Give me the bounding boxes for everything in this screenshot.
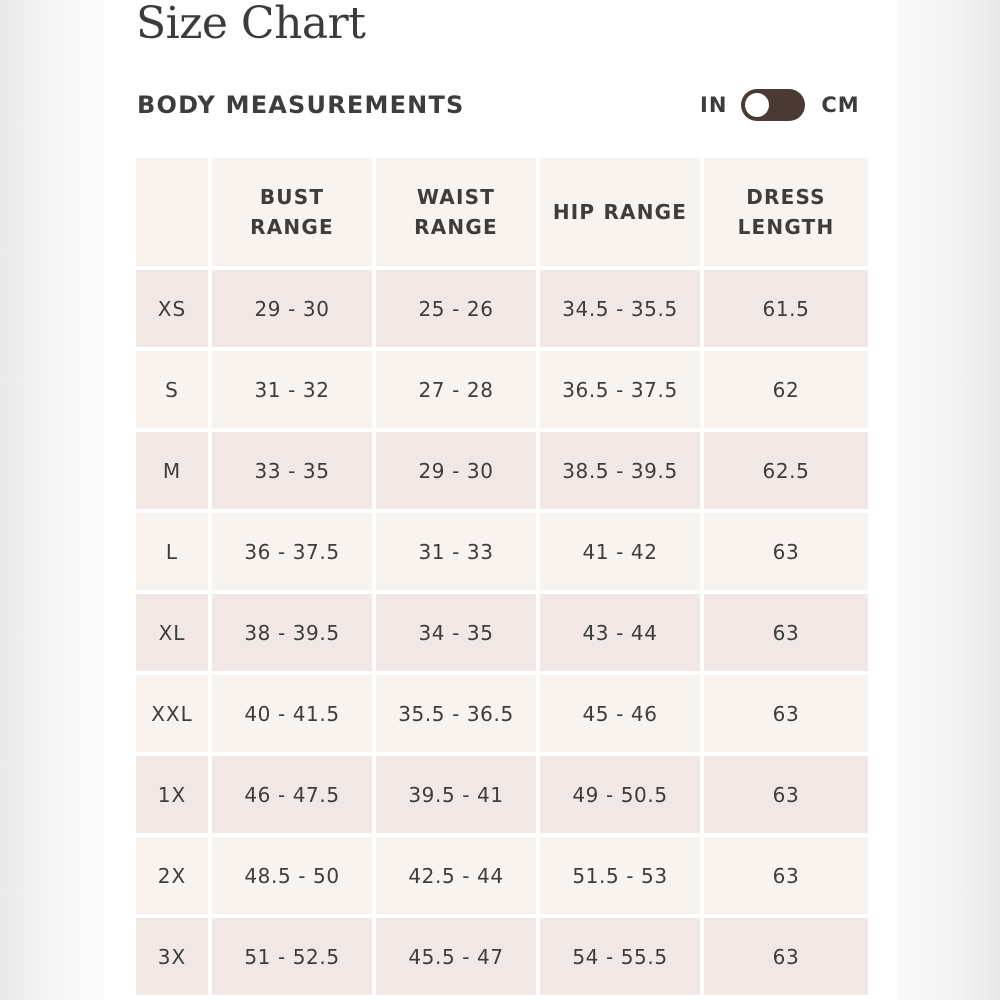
table-row — [136, 351, 868, 432]
waist-cell: 29 - 30 — [376, 432, 540, 513]
unit-label-in[interactable]: IN — [700, 93, 728, 117]
bust-cell: 38 - 39.5 — [212, 594, 376, 675]
size-cell: M — [136, 432, 212, 513]
waist-cell: 35.5 - 36.5 — [376, 675, 540, 756]
bust-cell: 46 - 47.5 — [212, 756, 376, 837]
size-cell: XXL — [136, 675, 212, 756]
size-cell: L — [136, 513, 212, 594]
header-hip-range: HIP RANGE — [540, 158, 704, 270]
size-cell: 2X — [136, 837, 212, 918]
bust-cell: 31 - 32 — [212, 351, 376, 432]
hip-cell: 49 - 50.5 — [540, 756, 704, 837]
header-waist-range: WAIST RANGE — [376, 158, 540, 270]
hip-cell: 38.5 - 39.5 — [540, 432, 704, 513]
bust-cell: 36 - 37.5 — [212, 513, 376, 594]
table-row — [136, 432, 868, 513]
table-row — [136, 675, 868, 756]
hip-cell: 45 - 46 — [540, 675, 704, 756]
table-row — [136, 270, 868, 351]
waist-cell: 34 - 35 — [376, 594, 540, 675]
dress-length-cell: 63 — [704, 513, 868, 594]
bust-cell: 29 - 30 — [212, 270, 376, 351]
hip-cell: 54 - 55.5 — [540, 918, 704, 999]
unit-switch[interactable] — [741, 89, 805, 121]
bust-cell: 51 - 52.5 — [212, 918, 376, 999]
dress-length-cell: 63 — [704, 675, 868, 756]
dress-length-cell: 61.5 — [704, 270, 868, 351]
unit-toggle — [700, 88, 860, 122]
waist-cell: 31 - 33 — [376, 513, 540, 594]
dress-length-cell: 62.5 — [704, 432, 868, 513]
dress-length-cell: 63 — [704, 756, 868, 837]
switch-knob — [745, 93, 769, 117]
size-cell: 1X — [136, 756, 212, 837]
bust-cell: 33 - 35 — [212, 432, 376, 513]
bust-cell: 40 - 41.5 — [212, 675, 376, 756]
waist-cell: 39.5 - 41 — [376, 756, 540, 837]
table-row — [136, 756, 868, 837]
dress-length-cell: 63 — [704, 918, 868, 999]
waist-cell: 27 - 28 — [376, 351, 540, 432]
page-title: Size Chart — [136, 0, 366, 49]
size-cell: XS — [136, 270, 212, 351]
hip-cell: 36.5 - 37.5 — [540, 351, 704, 432]
hip-cell: 51.5 - 53 — [540, 837, 704, 918]
dress-length-cell: 63 — [704, 837, 868, 918]
table-row — [136, 594, 868, 675]
size-cell: XL — [136, 594, 212, 675]
size-cell: S — [136, 351, 212, 432]
hip-cell: 43 - 44 — [540, 594, 704, 675]
table-row — [136, 513, 868, 594]
section-heading: BODY MEASUREMENTS — [137, 91, 465, 119]
waist-cell: 42.5 - 44 — [376, 837, 540, 918]
size-table — [136, 158, 868, 999]
header-size — [136, 158, 212, 270]
table-row — [136, 837, 868, 918]
table-row — [136, 918, 868, 999]
bust-cell: 48.5 - 50 — [212, 837, 376, 918]
hip-cell: 34.5 - 35.5 — [540, 270, 704, 351]
unit-label-cm[interactable]: CM — [821, 93, 860, 117]
table-header-row — [136, 158, 868, 270]
header-dress-length: DRESS LENGTH — [704, 158, 868, 270]
dress-length-cell: 63 — [704, 594, 868, 675]
dress-length-cell: 62 — [704, 351, 868, 432]
size-cell: 3X — [136, 918, 212, 999]
waist-cell: 25 - 26 — [376, 270, 540, 351]
waist-cell: 45.5 - 47 — [376, 918, 540, 999]
hip-cell: 41 - 42 — [540, 513, 704, 594]
header-bust-range: BUST RANGE — [212, 158, 376, 270]
